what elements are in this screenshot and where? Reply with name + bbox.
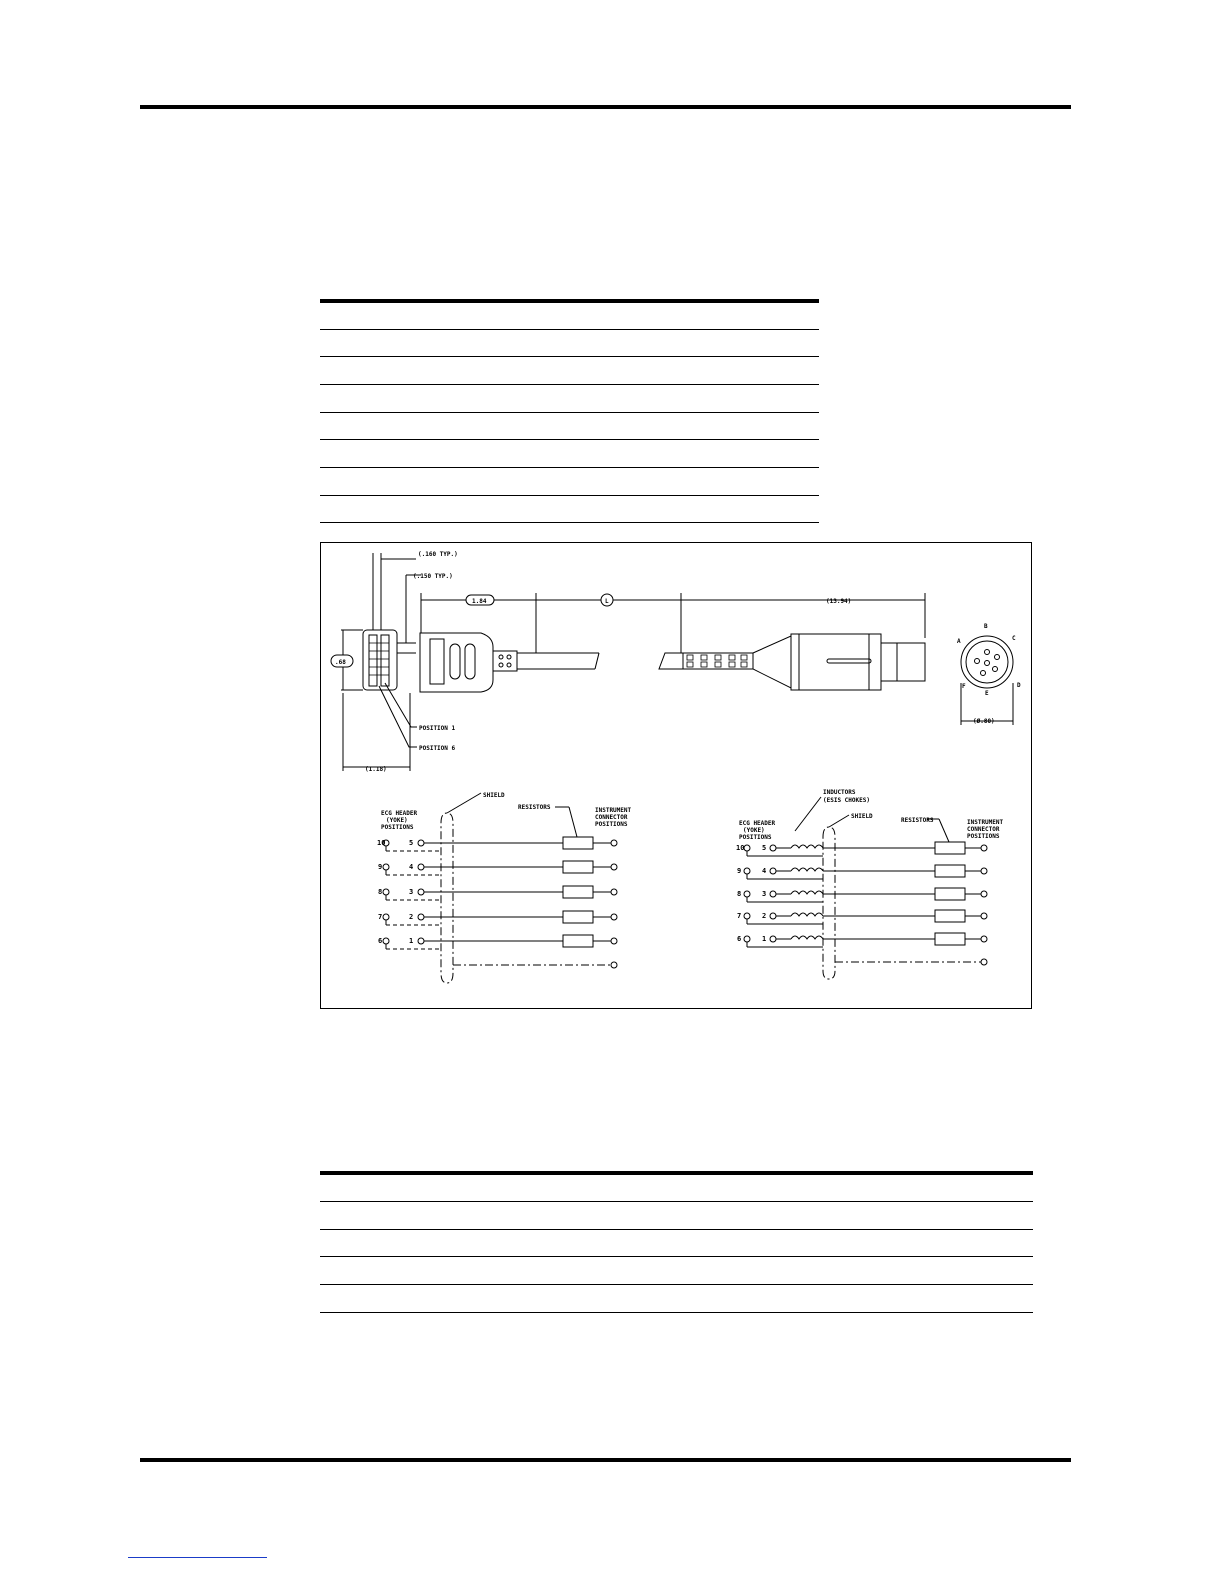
- right-shield-label: SHIELD: [851, 813, 873, 820]
- dim-1394: (13.94): [826, 598, 852, 605]
- pin-face-outer: [961, 636, 1013, 688]
- right-instrument-label-3: POSITIONS: [967, 833, 1000, 840]
- left-header-label-1: ECG HEADER: [381, 810, 418, 817]
- table-row-rule: [320, 1256, 1033, 1257]
- right-row-inner: 5: [762, 844, 767, 852]
- left-instrument-label-3: POSITIONS: [595, 821, 628, 828]
- left-header-label-2: (YOKE): [386, 817, 408, 824]
- right-header-label-1: ECG HEADER: [739, 820, 776, 827]
- table-row-rule: [320, 356, 819, 357]
- table-row-rule: [320, 439, 819, 440]
- instrument-connector-body: [791, 634, 881, 690]
- dim-L: L: [605, 598, 609, 605]
- dim-160-typ: (.160 TYP.): [418, 551, 458, 558]
- pin-label-b: B: [984, 623, 988, 630]
- left-row-inner: 2: [409, 913, 414, 921]
- table-row-rule: [320, 1201, 1033, 1202]
- right-row-outer: 9: [737, 867, 742, 875]
- pin-label-f: F: [962, 683, 966, 690]
- right-row-inner: 1: [762, 935, 767, 943]
- right-row-outer: 10: [736, 844, 745, 852]
- cable-drawing-figure: [320, 542, 1032, 1009]
- right-schematic: [744, 797, 987, 979]
- left-resistors-label: RESISTORS: [518, 804, 551, 811]
- right-row-inner: 4: [762, 867, 767, 875]
- left-row-outer: 6: [378, 937, 383, 945]
- pin-label-c: C: [1012, 635, 1016, 642]
- position-6-label: POSITION 6: [419, 745, 456, 752]
- right-resistors-label: RESISTORS: [901, 817, 934, 824]
- table-row-rule: [320, 467, 819, 468]
- table-row-rule: [320, 412, 819, 413]
- left-schematic: [383, 793, 617, 983]
- table-row-rule: [320, 522, 819, 523]
- table-row-rule: [320, 384, 819, 385]
- right-row-inner: 2: [762, 912, 767, 920]
- dim-150-typ: (.150 TYP.): [413, 573, 453, 580]
- table-row-rule: [320, 1284, 1033, 1285]
- right-inductors-label-1: INDUCTORS: [823, 789, 856, 796]
- left-row-inner: 1: [409, 937, 414, 945]
- yoke-side-view: [420, 633, 493, 692]
- dim-118: (1.18): [365, 766, 387, 773]
- right-header-label-2: (YOKE): [743, 827, 765, 834]
- pin-label-a: A: [957, 638, 961, 645]
- table-top-rule: [320, 299, 819, 303]
- table-row-rule: [320, 1312, 1033, 1313]
- left-shield-label: SHIELD: [483, 792, 505, 799]
- table-top-rule: [320, 1171, 1033, 1175]
- left-row-inner: 5: [409, 839, 414, 847]
- left-row-outer: 10: [377, 839, 386, 847]
- cable-drawing: [321, 543, 1033, 1010]
- left-instrument-label-1: INSTRUMENT: [595, 807, 632, 814]
- right-row-outer: 6: [737, 935, 742, 943]
- header-rule: [140, 105, 1071, 109]
- right-instrument-label-1: INSTRUMENT: [967, 819, 1004, 826]
- right-row-outer: 8: [737, 890, 742, 898]
- left-row-outer: 7: [378, 913, 383, 921]
- left-header-label-3: POSITIONS: [381, 824, 414, 831]
- left-row-inner: 4: [409, 863, 414, 871]
- dim-68: .68: [335, 659, 346, 666]
- table-row-rule: [320, 329, 819, 330]
- left-row-outer: 8: [378, 888, 383, 896]
- pin-label-d: D: [1017, 682, 1021, 689]
- footer-rule: [140, 1458, 1071, 1462]
- left-row-inner: 3: [409, 888, 414, 896]
- dim-dia80: (Ø.80): [973, 718, 995, 725]
- right-instrument-label-2: CONNECTOR: [967, 826, 1000, 833]
- right-inductors-label-2: (ESIS CHOKES): [823, 797, 870, 804]
- left-instrument-label-2: CONNECTOR: [595, 814, 628, 821]
- table-row-rule: [320, 495, 819, 496]
- table-row-rule: [320, 1229, 1033, 1230]
- yoke-outline: [363, 630, 397, 690]
- right-row-inner: 3: [762, 890, 767, 898]
- left-row-outer: 9: [378, 863, 383, 871]
- right-header-label-3: POSITIONS: [739, 834, 772, 841]
- right-row-outer: 7: [737, 912, 742, 920]
- dim-184: 1.84: [472, 598, 487, 605]
- pin-label-e: E: [985, 690, 989, 697]
- position-1-label: POSITION 1: [419, 725, 456, 732]
- footer-link-underline[interactable]: [128, 1557, 267, 1558]
